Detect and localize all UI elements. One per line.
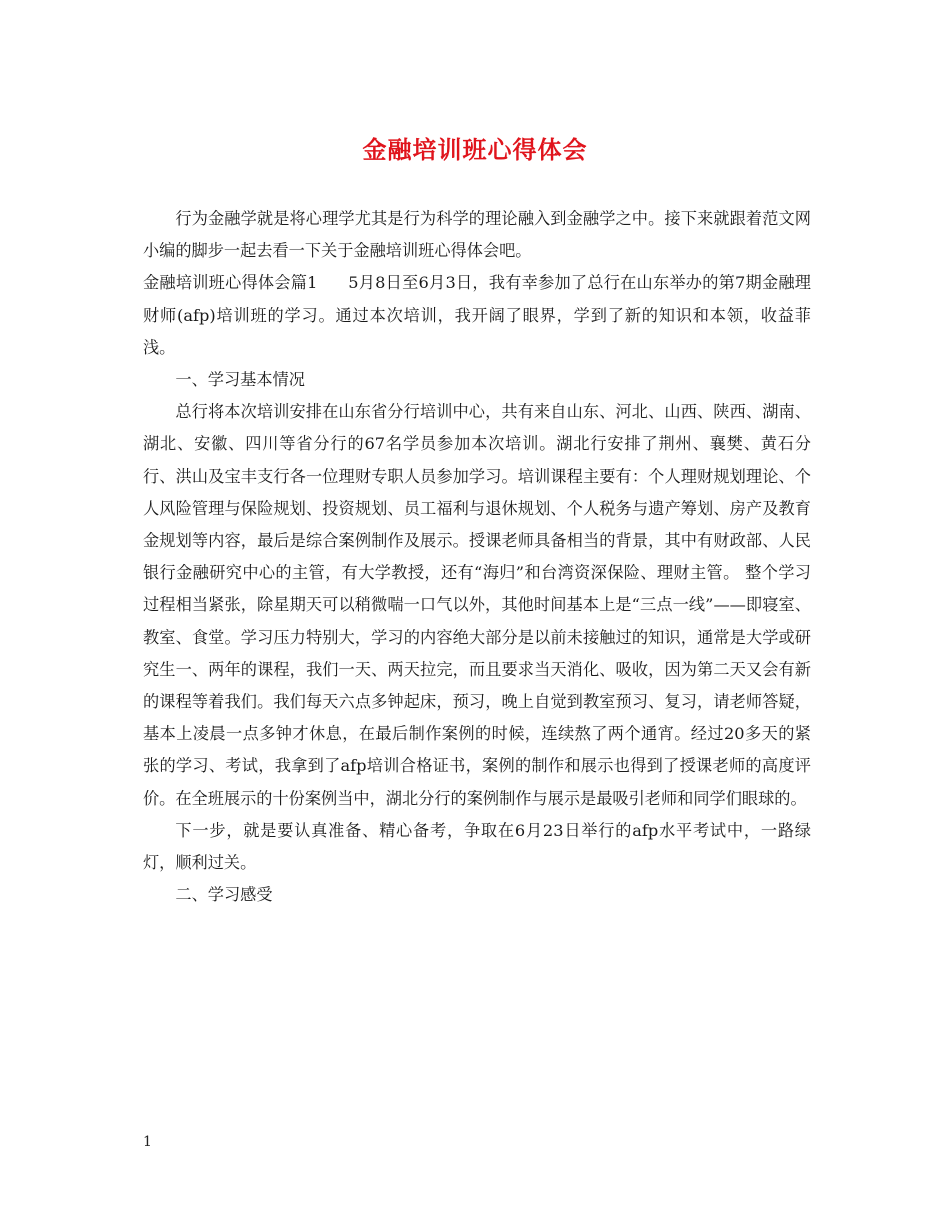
article-lead-paragraph (143, 267, 811, 364)
intro-paragraph: 行为金融学就是将心理学尤其是行为科学的理论融入到金融学之中。接下来就跟着范文网小编的脚步一起去看一下关于金融培训班心得体会吧。 (143, 209, 811, 261)
page-number: 1 (143, 1134, 152, 1150)
section-2-heading: 二、学习感受 (175, 885, 273, 905)
section-1-heading: 一、学习基本情况 (175, 370, 305, 390)
section-1-paragraph-1: 总行将本次培训安排在山东省分行培训中心，共有来自山东、河北、山西、陕西、湖南、湖北、安徽、四川等省分行的67名学员参加本次培训。湖北行安排了荆州、襄樊、黄石分行、洪山及宝丰支行各一位理财专职人员参加学习。培训课程主要有：个人理财规划理论、个人风险管理与保险规划、投资规划、员工福利与退休规划、个人税务与遗产筹划、房产及教育金规划等内容，最后是综合案例制作及展示。授课老师具备相当的背景，其中有财政部、人民银行金融研究中心的主管，有大学教授，还有“海归”和台湾资深保险、理财主管。 整个学习过程相当紧张，除星期天可以稍微喘一口气以外，其他时间基本上是“三点一线”——即寝室、教室、食堂。学习压力特别大，学习的内容绝大部分是以前未接触过的知识，通常是大学或研究生一、两年的课程，我们一天、两天拉完，而且要求当天消化、吸收，因为第二天又会有新的课程等着我们。我们每天六点多钟起床，预习，晚上自觉到教室预习、复习，请老师答疑，基本上凌晨一点多钟才休息，在最后制作案例的时候，连续熬了两个通宵。经过20多天的紧张的学习、考试，我拿到了afp培训合格证书，案例的制作和展示也得到了授课老师的高度评价。在全班展示的十份案例当中，湖北分行的案例制作与展示是最吸引老师和同学们眼球的。 (143, 402, 811, 808)
section-1-paragraph-2: 下一步，就是要认真准备、精心备考，争取在6月23日举行的afp水平考试中，一路绿灯，顺利过关。 (143, 820, 811, 873)
article-heading: 金融培训班心得体会篇1 (143, 273, 318, 293)
article-lead-text: 5月8日至6月3日，我有幸参加了总行在山东举办的第7期金融理财师(afp)培训班的学习。通过本次培训，我开阔了眼界，学到了新的知识和本领，收益菲浅。 (143, 273, 811, 357)
document-title: 金融培训班心得体会 (362, 135, 588, 164)
document-body (143, 203, 811, 911)
